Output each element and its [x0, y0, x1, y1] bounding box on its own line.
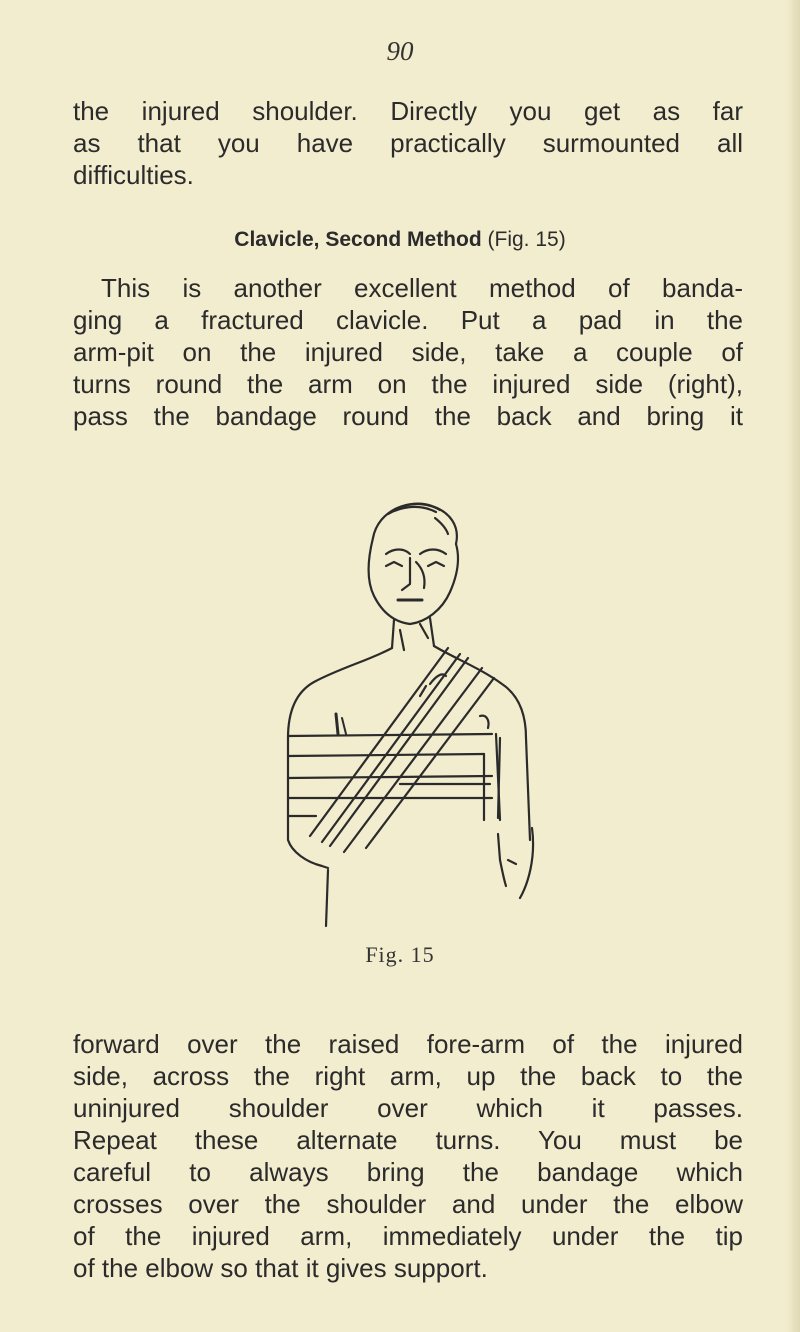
hand-mark [336, 714, 338, 734]
middle-paragraph [73, 272, 743, 432]
nose-shadow [416, 562, 425, 588]
paragraph-line: of the elbow so that it gives support. [73, 1253, 488, 1283]
bandaged-torso-illustration [270, 488, 570, 938]
top-paragraph [73, 95, 743, 191]
left-arm-lower [326, 870, 328, 926]
hair-outline [373, 504, 457, 544]
section-heading-fig-ref: (Fig. 15) [487, 228, 566, 251]
paragraph-line: difficulties. [73, 160, 194, 190]
neck-right [430, 618, 434, 646]
right-hand-line [498, 834, 506, 886]
right-eye [428, 562, 444, 566]
paragraph-line: ging a fractured clavicle. Put a pad in the [73, 305, 743, 335]
paragraph-line: pass the bandage round the back and bring it [73, 401, 743, 431]
diagonal-bandage [330, 658, 468, 846]
right-hand-tick [508, 860, 516, 864]
nose [402, 558, 410, 590]
hair-stroke [435, 518, 448, 534]
section-heading [0, 228, 800, 252]
paragraph-line: side, across the right arm, up the back to the [73, 1061, 743, 1091]
diagonal-bandage [366, 678, 494, 848]
bandage-turn [288, 734, 492, 736]
page-number: 90 [386, 36, 414, 66]
left-shoulder [288, 648, 392, 738]
bottom-paragraph [73, 1028, 743, 1284]
paragraph-line: forward over the raised fore-arm of the injured [73, 1029, 743, 1059]
hand-mark [342, 718, 346, 734]
neck-left [392, 620, 394, 648]
paragraph-line: careful to always bring the bandage which [73, 1157, 743, 1187]
paragraph-line: turns round the arm on the injured side (right), [73, 369, 743, 399]
figure-caption: Fig. 15 [365, 942, 435, 967]
left-arm-outer [288, 738, 328, 868]
shoulder-pad [420, 686, 426, 696]
right-shoulder [434, 646, 526, 738]
paragraph-line: crosses over the shoulder and under the elbow [73, 1189, 743, 1219]
paragraph-line: arm-pit on the injured side, take a couple of [73, 337, 743, 367]
right-forearm [520, 828, 533, 898]
section-heading-title: Clavicle, Second Method [234, 228, 482, 251]
left-eyebrow [386, 550, 410, 555]
left-eye [386, 562, 402, 566]
right-eyebrow [420, 550, 446, 555]
paragraph-line: as that you have practically surmounted all [73, 128, 743, 158]
bandage-turn [288, 776, 492, 778]
armpit-pad [480, 716, 489, 728]
right-arm-outer [526, 738, 530, 840]
face-outline [369, 538, 458, 624]
paragraph-line: This is another excellent method of banda- [101, 273, 743, 303]
paragraph-line: Repeat these alternate turns. You must be [73, 1125, 743, 1155]
paragraph-line: uninjured shoulder over which it passes. [73, 1093, 743, 1123]
page-edge-shadow [786, 0, 800, 1332]
neck-shading [420, 624, 428, 638]
paragraph-line: the injured shoulder. Directly you get as far [73, 96, 743, 126]
neck-line [400, 630, 404, 650]
paragraph-line: of the injured arm, immediately under the tip [73, 1221, 743, 1251]
